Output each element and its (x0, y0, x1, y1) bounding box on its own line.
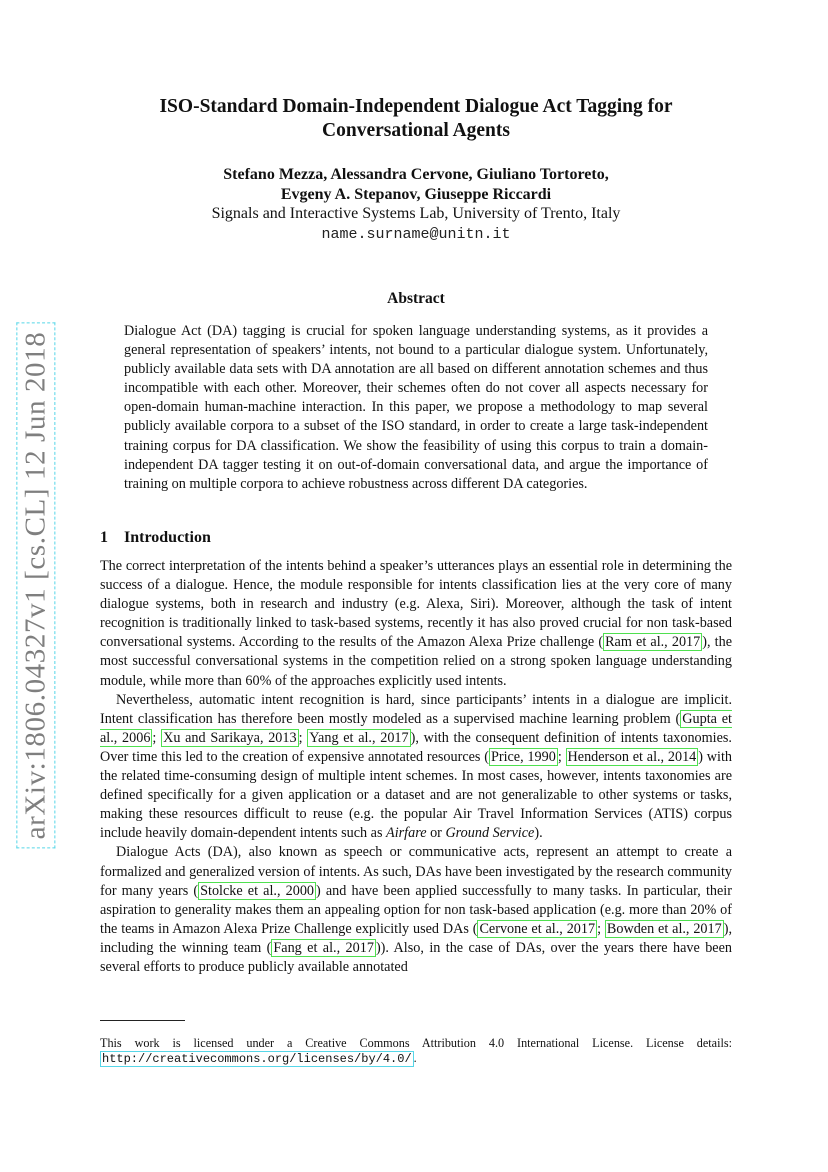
text-run: ; (597, 920, 605, 937)
paragraph-1 (100, 557, 732, 691)
text-run: ; (298, 729, 308, 746)
paragraph-2 (100, 691, 732, 844)
footnote-text: This work is licensed under a Creative Commons Attribution 4.0 International License. License details: (100, 1036, 732, 1050)
arxiv-id[interactable]: arXiv:1806.04327v1 [cs.CL] 12 Jun 2018 (17, 322, 56, 848)
citation-link[interactable]: Fang et al., 2017 (273, 939, 374, 956)
body-text (100, 557, 732, 977)
text-run: Nevertheless, automatic intent recognition is hard, since participants’ intents in a dialogue are implicit. Intent classification has therefore been mostly modeled as a supervised machine learning problem ( (100, 691, 732, 727)
citation-link[interactable]: Ram et al., 2017 (605, 634, 701, 651)
text-run: Dialogue Acts (DA), also known as speech or communicative acts, represent an attempt to create a formalized and generalized version of intents. As such, DAs have been investigated by the research community for many years ( (100, 844, 732, 899)
text-run: ). (534, 825, 543, 842)
citation-link[interactable]: Cervone et al., 2017 (479, 920, 596, 937)
affiliation: Signals and Interactive Systems Lab, University of Trento, Italy (211, 205, 621, 222)
footnote-rule (100, 1020, 185, 1021)
abstract-heading: Abstract (387, 290, 445, 307)
paragraph-3 (100, 843, 732, 977)
author-list (100, 165, 732, 205)
text-run: The correct interpretation of the intents behind a speaker’s utterances plays an essential role in determining the success of a dialogue. Hence, the module responsible for intents classification lies at the very core of many dialogue systems, both in research and industry (e.g. Alexa, Siri). Moreover, although the task of intent recognition is traditionally linked to task-based systems, recently it has also proved crucial for non task-based conversational systems. According to the results of the Amazon Alexa Prize challenge ( (100, 558, 732, 651)
text-run: ), with the consequent definition of intents taxonomies. Over time this led to the creation of expensive annotated resources ( (100, 729, 732, 765)
citation-link[interactable]: Gupta et al., 2006 (100, 710, 732, 746)
text-run: ) with the related time-consuming design of multiple intent schemes. In most cases, however, intents taxonomies are defined specifically for a given application or a dataset and are not generalizable to other systems or tasks, making these resources difficult to reuse (e.g. the popular Air Travel Information Services (ATIS) corpus include heavily domain-dependent intents such as (100, 748, 732, 842)
section-title: Introduction (124, 529, 211, 546)
text-run: ; (152, 729, 162, 746)
arxiv-stamp[interactable] (8, 331, 64, 839)
citation-link[interactable]: Stolcke et al., 2000 (200, 882, 315, 899)
text-run: ; (557, 748, 566, 765)
citation-link[interactable]: Xu and Sarikaya, 2013 (163, 729, 297, 746)
authors-line-2: Evgeny A. Stepanov, Giuseppe Riccardi (280, 186, 552, 203)
footnote (100, 1036, 732, 1067)
citation-link[interactable]: Price, 1990 (490, 748, 556, 765)
authors-line-1: Stefano Mezza, Alessandra Cervone, Giuliano Tortoreto, (223, 166, 609, 183)
text-run: )). Also, in the case of DAs, over the years there have been several efforts to produce publicly available annotated (100, 939, 732, 975)
paper-title: ISO-Standard Domain-Independent Dialogue Act Tagging for Conversational Agents (159, 96, 673, 141)
abstract-text: Dialogue Act (DA) tagging is crucial for spoken language understanding systems, as it provides a general representation of speakers’ intents, not bound to a particular dialogue system. Unfortunately, publicly available data sets with DA annotation are all based on different annotation schemes and thus incompatible with each other. Moreover, their schemes often do not cover all aspects necessary for open-domain human-machine interaction. In this paper, we propose a methodology to map several publicly available corpora to a subset of the ISO standard, in order to create a large task-independent training corpus for DA classification. We show the feasibility of using this corpus to train a domain-independent DA tagger testing it on out-of-domain conversational data, and argue the importance of training on multiple corpora to achieve robustness across different DA categories. (124, 323, 708, 492)
license-url-link[interactable]: http://creativecommons.org/licenses/by/4.0/ (102, 1052, 412, 1066)
italic-term: Airfare (386, 825, 427, 842)
citation-link[interactable]: Bowden et al., 2017 (606, 920, 722, 937)
citation-link[interactable]: Henderson et al., 2014 (567, 748, 697, 765)
footnote-end: . (413, 1051, 417, 1065)
italic-term: Ground Service (445, 825, 535, 842)
text-run: ), including the winning team ( (100, 920, 732, 956)
text-run: or (426, 825, 446, 842)
text-run: ), the most successful conversational systems in the competition relied on a strong spoken language understanding module, while more than 60% of the approaches explicitly used intents. (100, 634, 732, 689)
section-heading (100, 528, 211, 548)
section-number: 1 (100, 529, 108, 546)
text-run: ) and have been applied successfully to many tasks. In particular, their aspiration to generality makes them an appealing option for non task-based application (e.g. more than 20% of the teams in Amazon Alexa Prize Challenge explicitly used DAs ( (100, 882, 732, 937)
author-email: name.surname@unitn.it (321, 226, 511, 243)
citation-link[interactable]: Yang et al., 2017 (309, 729, 409, 746)
